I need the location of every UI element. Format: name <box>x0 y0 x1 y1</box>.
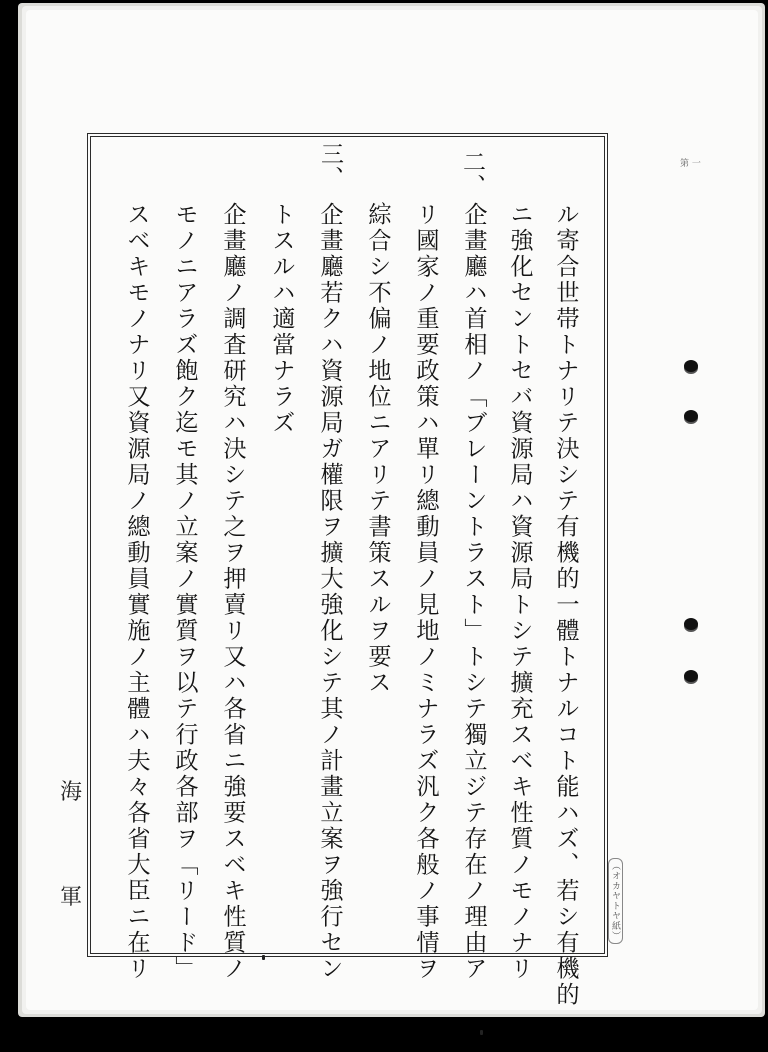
text-column-2: ニ強化セントセバ資源局ハ資源局トシテ擴充スベキ性質ノモノナリ <box>506 202 533 982</box>
text-column-10: スベキモノナリ又資源局ノ總動員實施ノ主體ハ夫々各省大臣ニ在リ <box>123 202 150 982</box>
text-column-1: ル寄合世帯トナリテ決シテ有機的一體トナルコト能ハズ、若シ有機的 <box>552 202 579 1008</box>
section-marker-2: 二、 <box>459 150 485 198</box>
text-column-6: 企畫廳若クハ資源局ガ權限ヲ擴大強化シテ其ノ計畫立案ヲ強行セン <box>316 202 343 982</box>
binding-hole-1 <box>684 360 698 372</box>
ink-speck <box>262 955 265 960</box>
ink-speck <box>480 1030 483 1035</box>
binding-hole-3 <box>684 618 698 630</box>
text-column-4: リ國家ノ重要政策ハ單リ總動員ノ見地ノミナラズ汎ク各般ノ事情ヲ <box>412 202 439 982</box>
paper-stamp: （オカヤトヤ紙） <box>608 858 623 944</box>
top-margin-note: 第 一 <box>680 159 701 169</box>
binding-hole-4 <box>684 670 698 682</box>
text-column-8: 企畫廳ノ調査研究ハ決シテ之ヲ押賣リ又ハ各省ニ強要スベキ性質ノ <box>219 202 246 982</box>
margin-char-2: 軍 <box>60 885 83 910</box>
section-marker-3: 三、 <box>317 142 343 190</box>
binding-hole-2 <box>684 410 698 422</box>
margin-char-1: 海 <box>60 780 83 805</box>
text-column-9: モノニアラズ飽ク迄モ其ノ立案ノ實質ヲ以テ行政各部ヲ「リード」 <box>171 202 198 982</box>
text-column-5: 綜合シ不偏ノ地位ニアリテ書策スルヲ要ス <box>364 202 391 696</box>
text-column-3: 企畫廳ハ首相ノ「ブレーントラスト」トシテ獨立ジテ存在ノ理由ア <box>460 202 487 982</box>
text-column-7: トスルハ適當ナラズ <box>268 202 295 436</box>
